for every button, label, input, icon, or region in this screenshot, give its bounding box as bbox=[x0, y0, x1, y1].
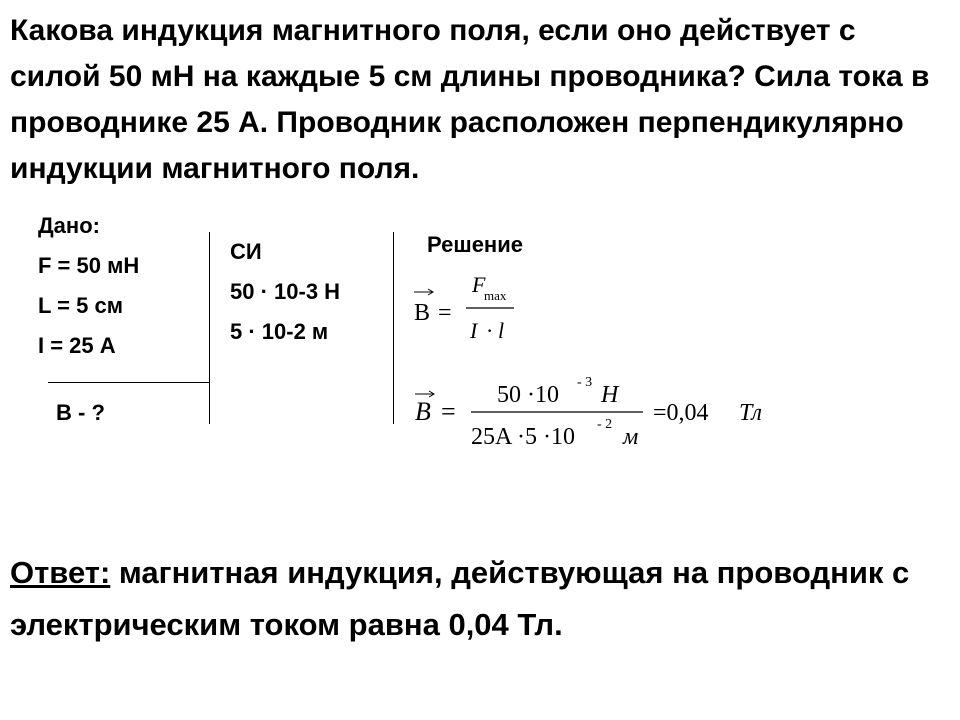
formula2-den-exp: - 2 bbox=[597, 417, 613, 432]
answer-label: Ответ: bbox=[10, 555, 111, 590]
formula1-force: F bbox=[472, 272, 486, 297]
formula2-num-coef: 50 ·10 bbox=[497, 382, 559, 408]
answer-text: магнитная индукция, действующая на проводник с электрическим током равна 0,04 Тл. bbox=[10, 555, 910, 642]
formula2-den-main: 25A ·5 ·10 bbox=[471, 424, 575, 450]
si-force: 50 · 10-3 Н bbox=[230, 279, 341, 304]
formula1-current: I bbox=[470, 318, 478, 343]
given-force: F = 50 мН bbox=[38, 253, 140, 278]
formula-calculation bbox=[405, 370, 825, 460]
si-title: СИ bbox=[230, 239, 262, 264]
formula2-eq: = bbox=[441, 397, 456, 426]
solution-title: Решение bbox=[427, 232, 523, 257]
formula1-length: l bbox=[498, 318, 505, 343]
problem-statement: Какова индукция магнитного поля, если оно действует с силой 50 мН на каждые 5 см длины проводника? Сила тока в проводнике 25 А. Проводник расположен перпендикулярно индукции магнитного поля. bbox=[10, 14, 930, 185]
formula2-result: =0,04 bbox=[653, 400, 709, 426]
given-si-separator bbox=[209, 232, 210, 424]
formula2-num-unit: Н bbox=[601, 382, 619, 408]
si-section bbox=[230, 232, 340, 352]
formula2-lhs: B bbox=[415, 397, 431, 426]
formula-induction bbox=[400, 262, 580, 352]
formula2-num-exp: - 3 bbox=[577, 375, 593, 390]
formula1-dot: · bbox=[486, 318, 494, 343]
si-solution-separator bbox=[393, 232, 394, 424]
given-length: L = 5 см bbox=[38, 293, 123, 318]
answer-block bbox=[10, 547, 950, 651]
given-title: Дано: bbox=[38, 213, 100, 238]
formula2-den-unit: м bbox=[623, 424, 639, 450]
formula1-force-sub: max bbox=[484, 288, 507, 303]
formula2-result-unit: Тл bbox=[739, 400, 762, 426]
formula1-lhs: B bbox=[414, 300, 431, 326]
given-find: B - ? bbox=[56, 400, 105, 425]
given-section bbox=[38, 206, 139, 366]
given-current: I = 25 А bbox=[38, 333, 116, 358]
formula1-eq: = bbox=[438, 300, 452, 326]
si-length: 5 · 10-2 м bbox=[230, 319, 329, 344]
given-divider bbox=[48, 382, 209, 383]
